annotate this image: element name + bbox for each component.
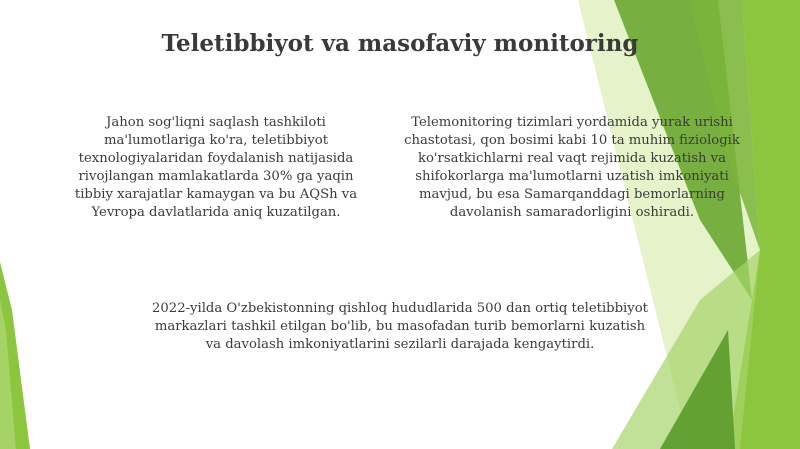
- paragraph-telemonitoring: Telemonitoring tizimlari yordamida yurak urishi chastotasi, qon bosimi kabi 10 ta muhim fiziologik ko'rsatkichlarni real vaqt rejimida kuzatish va shifokorlarga ma'lumotlarni uzatish imkoniyati mavjud, bu esa Samarqanddagi bemorlarning davolanish samaradorligini oshiradi.: [404, 115, 740, 220]
- paragraph-who-telemedicine: Jahon sog'liqni saqlash tashkiloti ma'lumotlariga ko'ra, teletibbiyot texnologiyalaridan foydalanish natijasida rivojlangan mamlakatlarda 30% ga yaqin tibbiy xarajatlar kamaygan va bu AQSh va Yevropa davlatlarida aniq kuzatilgan.: [74, 115, 358, 220]
- paragraph-uzbekistan-centers: 2022-yilda O'zbekistonning qishloq hududlarida 500 dan ortiq teletibbiyot markazlari tashkil etilgan bo'lib, bu masofadan turib bemorlarni kuzatish va davolash imkoniyatlarini sezilarli darajada kengaytirdi.: [152, 301, 648, 352]
- slide-title: Teletibbiyot va masofaviy monitoring: [161, 30, 639, 57]
